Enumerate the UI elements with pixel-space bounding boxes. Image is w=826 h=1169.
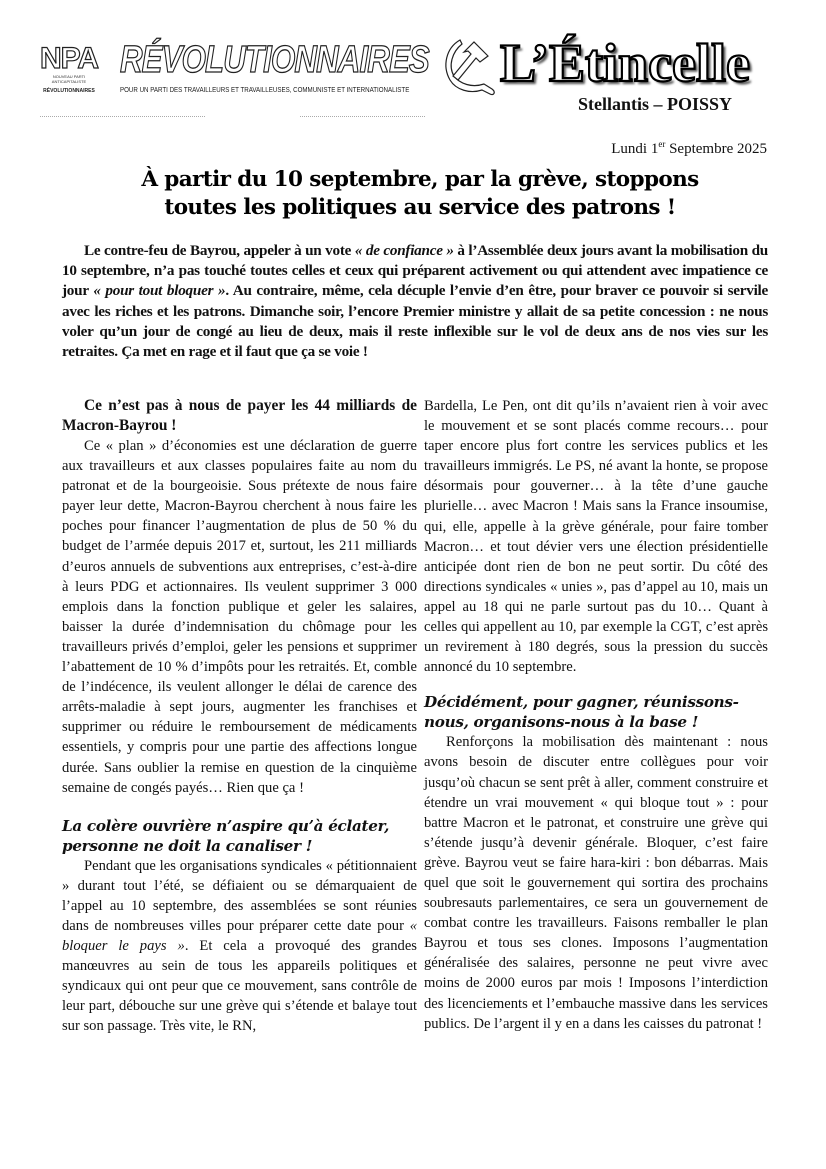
revolutionnaires-banner [120,38,429,94]
section-body-2-continued: Bardella, Le Pen, ont dit qu’ils n’avaient rien à voir avec le mouvement et se sont placés comme recours… pour taper encore plus fort contre les services publics et les travailleurs immigrés. Le PS, né avant la honte, se propose désormais pour gouverner… à la tête d’une gauche plurielle… avec Macron ! Mais sans la France insoumise, qui, elle, appelle à la grève générale, pour faire tomber Macron… et tout dévier vers une élection présidentielle anticipée dont rien de bon ne peut sortir. Du côté des directions syndicales « unies », pas d’appel au 10, mais un appel au 18 qui ne parle surtout pas du 10… Quant à celles qui appellent au 10, par exemple la CGT, c’est après un revirement à 180 degrés, sous la pression du succès annoncé du 10 septembre. [424,398,768,676]
divider [300,116,425,117]
publication-title: L’Étincelle [500,33,750,93]
intro-paragraph [62,241,768,362]
intro-text: . Au contraire, même, cela décuple l’envie d’en être, pour braver ce pouvoir si servile avec les riches et les patrons. Dimanche soir, l’encore Premier ministre y allait de sa petite concession : ne nous voler qu’un jour de congé au lieu de deux, mais il reste inflexible sur le vol de deux ans de nos vies sur les retraites. Ça met en rage et il faut que ça se voie ! [62,282,768,361]
npa-logo-subtitle-2: ANTICAPITALISTE [51,79,87,84]
intro-quote: « pour tout bloquer » [93,282,226,300]
section-body-3: Renforçons la mobilisation dès maintenant : nous avons besoin de discuter entre collègues pour voir jusqu’où chacun se sent prêt à aller, comment construire et étendre un vrai mouvement « qui bloque tout » : pour battre Macron et le patronat, et construire une grève qui s’étende jusqu’à devenir générale. Bloquer, c’est faire grève. Bayrou veut se faire hara-kiri : bon débarras. Mais quel que soit le gouvernement qui sortira des prochains soubresauts parlementaires, ce sera un gouvernement de combat contre les travailleurs. Faisons remballer le plan Bayrou et tous ses clones. Imposons l’augmentation généralisée des salaires, personne ne peut vivre avec moins de 2000 euros par mois ! Imposons l’interdiction des licenciements et l’embauche massive dans les services publics. De l’argent il y en a dans les caisses du patronat ! [424,734,768,1032]
date-superscript: er [658,139,666,149]
column-left [62,396,417,1037]
date-prefix: Lundi 1 [611,141,659,157]
column-right [424,396,768,1034]
section-title-1: Ce n’est pas à nous de payer les 44 milliards de Macron-Bayrou ! [62,397,417,434]
section-body-1: Ce « plan » d’économies est une déclaration de guerre aux travailleurs et aux classes populaires faite au nom du patronat et de la bourgeoisie. Sous prétexte de nous faire payer leur dette, Macron-Bayrou cherchent à nous faire les poches pour financer l’augmentation de plus de 50 % du budget de l’armée depuis 2017 et, surtout, les 211 milliards d’euros annuels de subventions aux entreprises, c’est-à-dire à leurs PDG et actionnaires. Ils veulent supprimer 3 000 emplois dans la fonction publique et geler les salaires, baisser la durée d’indemnisation du chômage pour les travailleurs privés d’emploi, geler les pensions et supprimer l’abattement de 10 % d’impôts pour les retraités. Et, comble de l’indécence, ils veulent allonger le délai de carence des arrêts-maladie à sept jours, augmenter les franchises et supprimer ou réduire le remboursement de médicaments essentiels, y compris pour une partie des affections longue durée. Sans oublier la remise en question de la cinquième semaine de congés payés… Rien que ça ! [62,438,417,796]
headline-line-1: À partir du 10 septembre, par la grève, stoppons [141,167,699,192]
revolutionnaires-tagline: POUR UN PARTI DES TRAVAILLEURS ET TRAVAILLEUSES, COMMUNISTE ET INTERNATIONALISTE [120,85,410,94]
intro-quote: « de confiance » [354,242,454,259]
intro-text: à l’Assemblée deux jours avant la mobilisation du 10 septembre, n’a pas touché toutes celles et ceux qui préparent activement ou qui attendent avec impatience ce jour [62,242,769,300]
npa-logo [38,44,100,94]
npa-logo-subtitle-1: NOUVEAU PARTI [52,74,86,79]
section-title-3: Décidément, pour gagner, réunissons-nous, organisons-nous à la base ! [424,693,739,732]
location-label: Stellantis – POISSY [578,94,733,114]
section-title-2: La colère ouvrière n’aspire qu’à éclater, personne ne doit la canaliser ! [62,816,390,855]
intro-text: Le contre-feu de Bayrou, appeler à un vote [84,242,355,259]
divider [40,116,205,117]
section-body-text: . Et cela a provoqué des grandes manœuvres au sein de tous les appareils politiques et syndicaux qui ont peur que ce mouvement, sans contrôle de leur part, débouche sur une grève qui s’étende et balaye tout sur son passage. Très vite, le RN, [62,938,417,1035]
masthead [0,0,826,160]
date-suffix: Septembre 2025 [665,141,767,157]
section-body-quote: « bloquer le pays » [62,917,417,955]
section-body-2 [62,856,417,1037]
headline-line-2: toutes les politiques au service des patrons ! [164,195,676,220]
issue-date [611,139,767,158]
section-body-text: Pendant que les organisations syndicales « pétitionnaient » durant tout l’été, se défiaient ou se démarquaient de l’appel au 10 septembre, des assemblées se sont réunies dans de nombreuses villes pour préparer cette date pour [62,857,417,934]
npa-logo-sub-brand: RÉVOLUTIONNAIRES [43,88,95,94]
headline [60,166,780,222]
npa-logo-letters: NPA [39,42,99,75]
revolutionnaires-title: RÉVOLUTIONNAIRES [120,39,429,81]
hammer-and-sickle-icon [440,34,500,100]
